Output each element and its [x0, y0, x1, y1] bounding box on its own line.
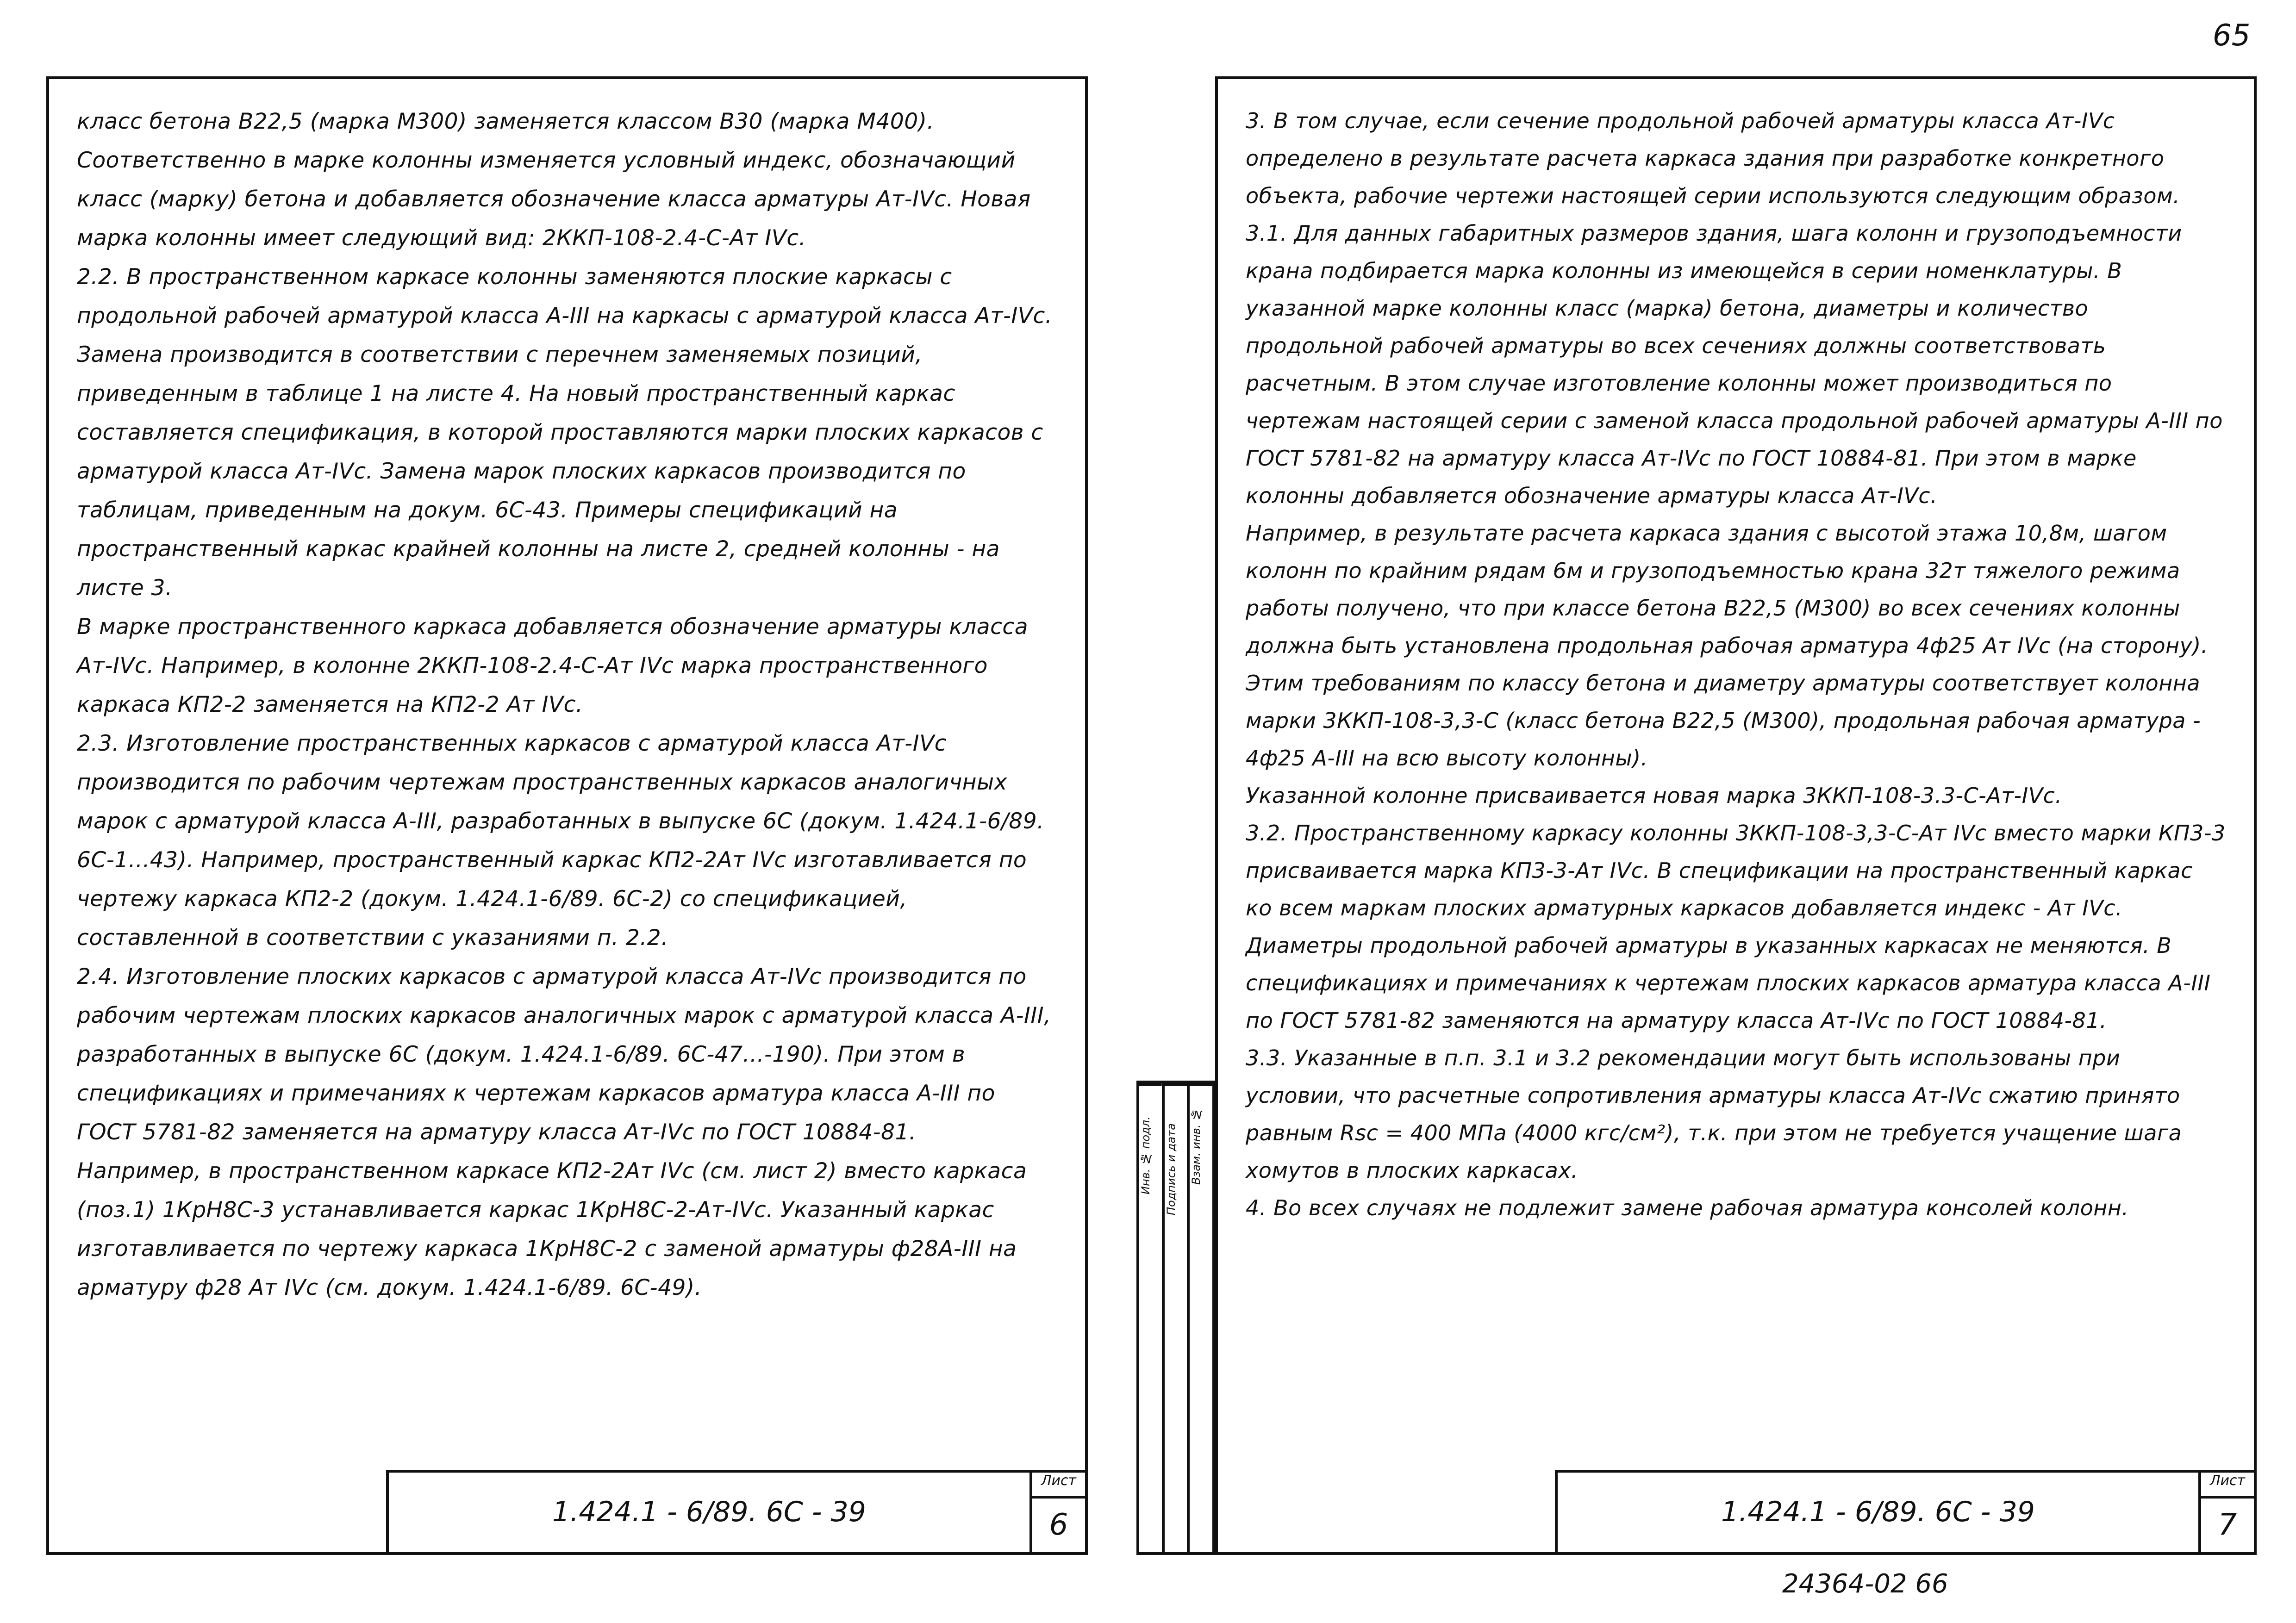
- document-code: 1.424.1 - 6/89. 6С - 39: [552, 1496, 866, 1528]
- document-page-right: [1215, 76, 2257, 1555]
- side-cell: [1190, 1083, 1215, 1552]
- paragraph: В марке пространственного каркаса добавляется обозначение арматуры класса Ат-IVс. Например, в колонне 2ККП-108-2.4-С-Ат IVс марка пространственного каркаса КП2-2 заменяется на КП2-2 Ат IVс.: [77, 614, 1036, 717]
- paragraph: 3. В том случае, если сечение продольной рабочей арматуры класса Ат-IVс определено в результате расчета каркаса здания при разработке конкретного объекта, рабочие чертежи настоящей серии используются следующим образом.: [1246, 108, 2180, 208]
- title-block: [386, 1470, 1085, 1552]
- paragraph: 4. Во всех случаях не подлежит замене рабочая арматура консолей колонн.: [1246, 1195, 2129, 1220]
- paragraph: 2.3. Изготовление пространственных каркасов с арматурой класса Ат-IVс производится по рабочим чертежам пространственных каркасов аналогичных марок с арматурой класса А-III, разработанных в выпуске 6С (докум. 1.424.1-6/89. 6С-1...43). Например, пространственный каркас КП2-2Ат IVс изготавливается по чертежу каркаса КП2-2 (докум. 1.424.1-6/89. 6С-2) со спецификацией, составленной в соответствии с указаниями п. 2.2.: [77, 731, 1052, 951]
- paragraph: 2.4. Изготовление плоских каркасов с арматурой класса Ат-IVс производится по рабочим чертежам плоских каркасов аналогичных марок с арматурой класса А-III, разработанных в выпуске 6С (докум. 1.424.1-6/89. 6С-47...-190). При этом в спецификациях и примечаниях к чертежам каркасов арматура класса А-III по ГОСТ 5781-82 заменяется на арматуру класса Ат-IVс по ГОСТ 10884-81.: [77, 964, 1059, 1145]
- footer-code: 24364-02 66: [1782, 1569, 1948, 1599]
- paragraph: 3.1. Для данных габаритных размеров здания, шага колонн и грузоподъемности крана подбирается марка колонны из имеющейся в серии номенклатуры. В указанной марке колонны класс (марка) бетона, диаметры и количество продольной рабочей арматуры во всех сечениях должны соответствовать расчетным. В этом случае изготовление колонны может производиться по чертежам настоящей серии с заменой класса продольной рабочей арматуры А-III по ГОСТ 5781-82 на арматуру класса Ат-IVс по ГОСТ 10884-81. При этом в марке колонны добавляется обозначение арматуры класса Ат-IVс.: [1246, 221, 2230, 508]
- side-label: Инв. № подл.: [1139, 1083, 1162, 1225]
- paragraph: Например, в пространственном каркасе КП2-2Ат IVс (см. лист 2) вместо каркаса (поз.1) 1КрН8С-3 устанавливается каркас 1КрН8С-2-Ат-IVс. Указанный каркас изготавливается по чертежу каркаса 1КрН8С-2 с заменой арматуры ф28А-III на арматуру ф28 Ат IVс (см. докум. 1.424.1-6/89. 6С-49).: [77, 1158, 1034, 1300]
- side-cell: [1165, 1083, 1190, 1552]
- sheet-label: Лист: [2201, 1473, 2254, 1499]
- paragraph: 2.2. В пространственном каркасе колонны заменяются плоские каркасы с продольной рабочей арматурой класса А-III на каркасы с арматурой класса Ат-IVс. Замена производится в соответствии с перечнем заменяемых позиций, приведенным в таблице 1 на листе 4. На новый пространственный каркас составляется спецификация, в которой проставляются марки плоских каркасов с арматурой класса Ат-IVс. Замена марок плоских каркасов производится по таблицам, приведенным на докум. 6С-43. Примеры спецификаций на пространственный каркас крайней колонны на листе 2, средней колонны - на листе 3.: [77, 264, 1060, 601]
- document-page-left: [46, 76, 1088, 1555]
- side-label: Подпись и дата: [1165, 1083, 1187, 1253]
- sheet-cell: [1029, 1473, 1085, 1552]
- page-left-text: [77, 102, 1060, 1307]
- side-label: Взам. инв. №: [1190, 1083, 1212, 1206]
- paragraph: класс бетона В22,5 (марка М300) заменяется классом В30 (марка М400). Соответственно в марке колонны изменяется условный индекс, обозначающий класс (марку) бетона и добавляется обозначение класса арматуры Ат-IVс. Новая марка колонны имеет следующий вид: 2ККП-108-2.4-С-Ат IVс.: [77, 109, 1038, 251]
- paragraph: 3.3. Указанные в п.п. 3.1 и 3.2 рекомендации могут быть использованы при условии, что расчетные сопротивления арматуры класса Ат-IVс сжатию принято равным Rsc = 400 МПа (4000 кгс/см²), т.к. при этом не требуется учащение шага хомутов в плоских каркасах.: [1246, 1045, 2189, 1183]
- paragraph: Например, в результате расчета каркаса здания с высотой этажа 10,8м, шагом колонн по крайним рядам 6м и грузоподъемностью крана 32т тяжелого режима работы получено, что при классе бетона В22,5 (М300) во всех сечениях колонны должна быть установлена продольная рабочая арматура 4ф25 Ат IVс (на сторону). Этим требованиям по классу бетона и диаметру арматуры соответствует колонна марки 3ККП-108-3,3-С (класс бетона В22,5 (М300), продольная рабочая арматура - 4ф25 А-III на всю высоту колонны).: [1246, 521, 2215, 771]
- document-code: 1.424.1 - 6/89. 6С - 39: [1721, 1496, 2035, 1528]
- sheet-cell: [2198, 1473, 2254, 1552]
- paragraph: Указанной колонне присваивается новая марка 3ККП-108-3.3-С-Ат-IVс.: [1246, 783, 2062, 808]
- sheet-number-cell: 6: [1049, 1508, 1068, 1542]
- page-right-text: [1246, 102, 2233, 1227]
- sheet-number: 65: [2213, 19, 2251, 53]
- side-strip: [1136, 1081, 1215, 1555]
- sheet-number-cell: 7: [2218, 1508, 2237, 1542]
- side-cell: [1139, 1083, 1165, 1552]
- sheet-label: Лист: [1032, 1473, 1085, 1499]
- paragraph: 3.2. Пространственному каркасу колонны 3ККП-108-3,3-С-Ат IVс вместо марки КП3-3 присваивается марка КП3-3-Ат IVс. В спецификации на пространственный каркас ко всем маркам плоских арматурных каркасов добавляется индекс - Ат IVс. Диаметры продольной рабочей арматуры в указанных каркасах не меняются. В спецификациях и примечаниях к чертежам плоских каркасов арматура класса А-III по ГОСТ 5781-82 заменяются на арматуру класса Ат-IVс по ГОСТ 10884-81.: [1246, 821, 2233, 1033]
- title-block: [1555, 1470, 2254, 1552]
